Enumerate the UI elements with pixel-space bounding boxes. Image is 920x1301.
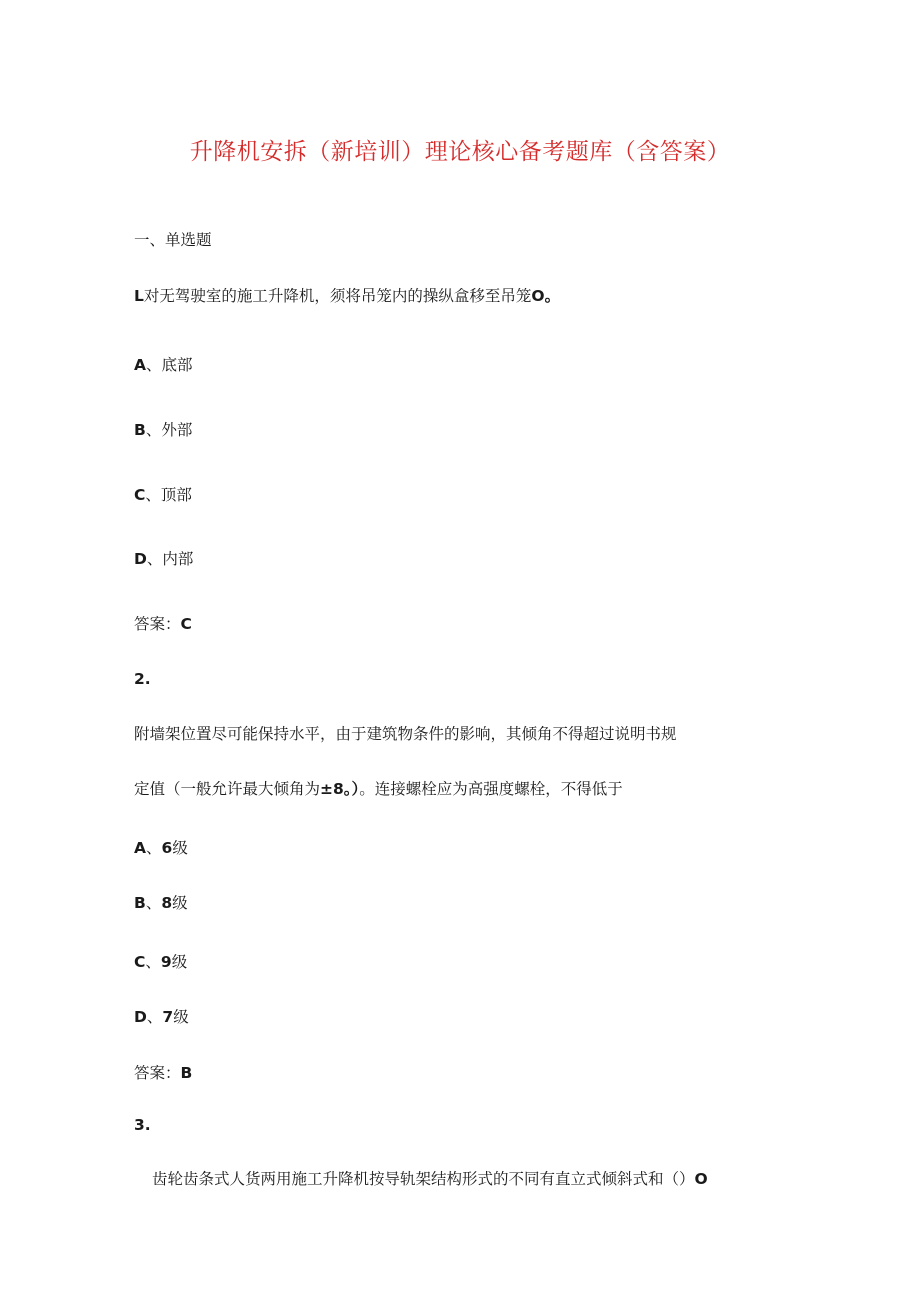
question-3-blank: O [694,1170,708,1188]
answer-value: B [180,1064,193,1082]
option-value: 6 [161,839,173,857]
document-title: 升降机安拆（新培训）理论核心备考题库（含答案） [189,139,731,165]
option-text: 外部 [161,421,193,439]
question-2-option-d [134,1005,189,1029]
option-sep: 、 [145,894,162,912]
option-letter: B [134,894,146,912]
question-2-stem-line-2 [134,777,623,801]
question-3-number: 3. [134,1116,151,1134]
question-1-text: 对无驾驶室的施工升降机，须将吊笼内的操纵盒移至吊笼 [143,287,532,305]
question-2-text-c: 。连接螺栓应为高强度螺栓，不得低于 [359,780,623,798]
option-letter: A [134,839,146,857]
option-letter: C [134,486,146,504]
question-2-text-b: ±8。） [320,780,360,798]
answer-label: 答案： [134,1064,181,1082]
question-1-option-d [134,547,193,571]
section-heading: 一、单选题 [134,231,212,249]
question-1-option-a [134,353,193,377]
question-2-answer [134,1061,192,1085]
answer-value: C [180,615,192,633]
option-text: 内部 [162,550,194,568]
option-text: 底部 [161,356,193,374]
option-text: 级 [173,1008,189,1026]
option-letter: D [134,1008,147,1026]
option-sep: 、 [145,953,161,971]
question-2-stem-line-1: 附墙架位置尽可能保持水平，由于建筑物条件的影响，其倾角不得超过说明书规 [134,725,677,743]
option-letter: B [134,421,146,439]
option-letter: A [134,356,146,374]
question-1-option-b [134,418,192,442]
question-1-stem [134,284,560,308]
option-text: 级 [171,953,188,971]
question-2-option-c [134,950,187,974]
question-2-number: 2. [134,670,151,688]
question-2-option-a [134,836,188,860]
option-text: 顶部 [160,486,192,504]
option-sep: 、 [146,356,162,374]
question-2-text-a: 定值（一般允许最大倾角为 [134,780,321,798]
option-sep: 、 [146,550,163,568]
question-1-answer [134,612,192,636]
option-sep: 、 [146,839,162,857]
question-2-option-b [134,891,188,915]
option-sep: 、 [145,486,161,504]
question-3-text: 齿轮齿条式人货两用施工升降机按导轨架结构形式的不同有直立式倾斜式和（） [152,1170,695,1188]
question-1-blank: O。 [531,287,561,305]
question-3-stem [152,1167,708,1191]
option-value: 7 [162,1008,174,1026]
option-text: 级 [172,894,188,912]
option-letter: C [134,953,146,971]
option-sep: 、 [145,421,162,439]
question-1-option-c [134,483,192,507]
answer-label: 答案： [134,615,181,633]
option-value: 9 [160,953,172,971]
option-letter: D [134,550,147,568]
option-value: 8 [161,894,173,912]
option-text: 级 [172,839,188,857]
option-sep: 、 [146,1008,163,1026]
question-1-number: L [134,287,144,305]
